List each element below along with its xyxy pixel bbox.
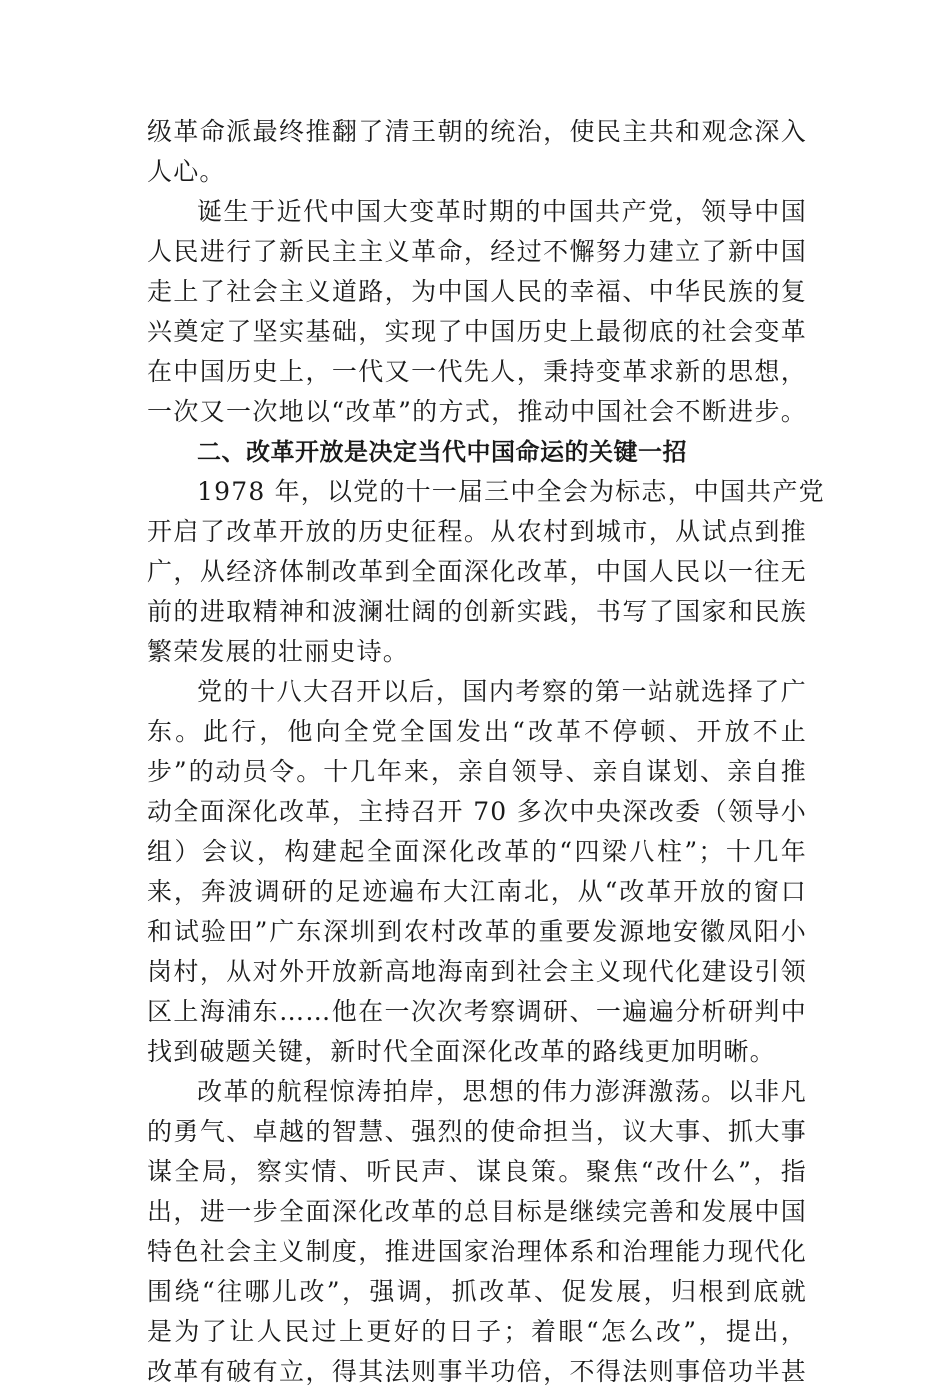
text-line: 出，进一步全面深化改革的总目标是继续完善和发展中国 bbox=[147, 1197, 807, 1226]
text-line: 是为了让人民过上更好的日子；着眼“怎么改”，提出， bbox=[147, 1317, 807, 1346]
paragraph-3 bbox=[147, 472, 825, 672]
text-line: 来，奔波调研的足迹遍布大江南北，从“改革开放的窗口 bbox=[147, 877, 807, 906]
text-line: 在中国历史上，一代又一代先人，秉持变革求新的思想， bbox=[147, 357, 807, 386]
text-line: 兴奠定了坚实基础，实现了中国历史上最彻底的社会变革 bbox=[147, 317, 807, 346]
text-line: 党的十八大召开以后，国内考察的第一站就选择了广 bbox=[197, 677, 807, 706]
text-line: 围绕“往哪儿改”，强调，抓改革、促发展，归根到底就 bbox=[147, 1277, 807, 1306]
document-body bbox=[147, 112, 825, 1392]
heading-text: 二、改革开放是决定当代中国命运的关键一招 bbox=[197, 438, 687, 466]
text-line: 特色社会主义制度，推进国家治理体系和治理能力现代化 bbox=[147, 1237, 807, 1266]
text-line: 谋全局，察实情、听民声、谋良策。聚焦“改什么”，指 bbox=[147, 1157, 807, 1186]
text-line: 一次又一次地以“改革”的方式，推动中国社会不断进步。 bbox=[147, 397, 807, 426]
text-line: 人民进行了新民主主义革命，经过不懈努力建立了新中国 bbox=[147, 237, 807, 266]
text-line: 和试验田”广东深圳到农村改革的重要发源地安徽凤阳小 bbox=[147, 917, 807, 946]
text-line: 改革有破有立，得其法则事半功倍，不得法则事倍功半甚 bbox=[147, 1357, 807, 1386]
paragraph-4 bbox=[147, 672, 807, 1072]
text-line: 级革命派最终推翻了清王朝的统治，使民主共和观念深入 bbox=[147, 117, 807, 146]
paragraph-2 bbox=[147, 192, 807, 432]
text-line: 岗村，从对外开放新高地海南到社会主义现代化建设引领 bbox=[147, 957, 807, 986]
text-line: 找到破题关键，新时代全面深化改革的路线更加明晰。 bbox=[147, 1037, 776, 1066]
text-line: 改革的航程惊涛拍岸，思想的伟力澎湃激荡。以非凡 bbox=[197, 1077, 807, 1106]
text-line: 区上海浦东……他在一次次考察调研、一遍遍分析研判中 bbox=[147, 997, 807, 1026]
text-line: 步”的动员令。十几年来，亲自领导、亲自谋划、亲自推 bbox=[147, 757, 807, 786]
section-heading bbox=[147, 432, 807, 472]
text-line: 前的进取精神和波澜壮阔的创新实践，书写了国家和民族 bbox=[147, 597, 807, 626]
text-line: 广，从经济体制改革到全面深化改革，中国人民以一往无 bbox=[147, 557, 807, 586]
text-line: 组）会议，构建起全面深化改革的“四梁八柱”；十几年 bbox=[147, 837, 807, 866]
text-line: 走上了社会主义道路，为中国人民的幸福、中华民族的复 bbox=[147, 277, 807, 306]
text-line: 开启了改革开放的历史征程。从农村到城市，从试点到推 bbox=[147, 517, 807, 546]
text-line: 东。此行，他向全党全国发出“改革不停顿、开放不止 bbox=[147, 717, 807, 746]
text-line: 的勇气、卓越的智慧、强烈的使命担当，议大事、抓大事 bbox=[147, 1117, 807, 1146]
text-line: 繁荣发展的壮丽史诗。 bbox=[147, 637, 410, 666]
paragraph-1 bbox=[147, 112, 807, 192]
text-line: 1978 年，以党的十一届三中全会为标志，中国共产党 bbox=[197, 477, 825, 506]
paragraph-5 bbox=[147, 1072, 807, 1392]
text-line: 诞生于近代中国大变革时期的中国共产党，领导中国 bbox=[197, 197, 807, 226]
text-line: 动全面深化改革，主持召开 70 多次中央深改委（领导小 bbox=[147, 797, 807, 826]
text-line: 人心。 bbox=[147, 157, 226, 186]
